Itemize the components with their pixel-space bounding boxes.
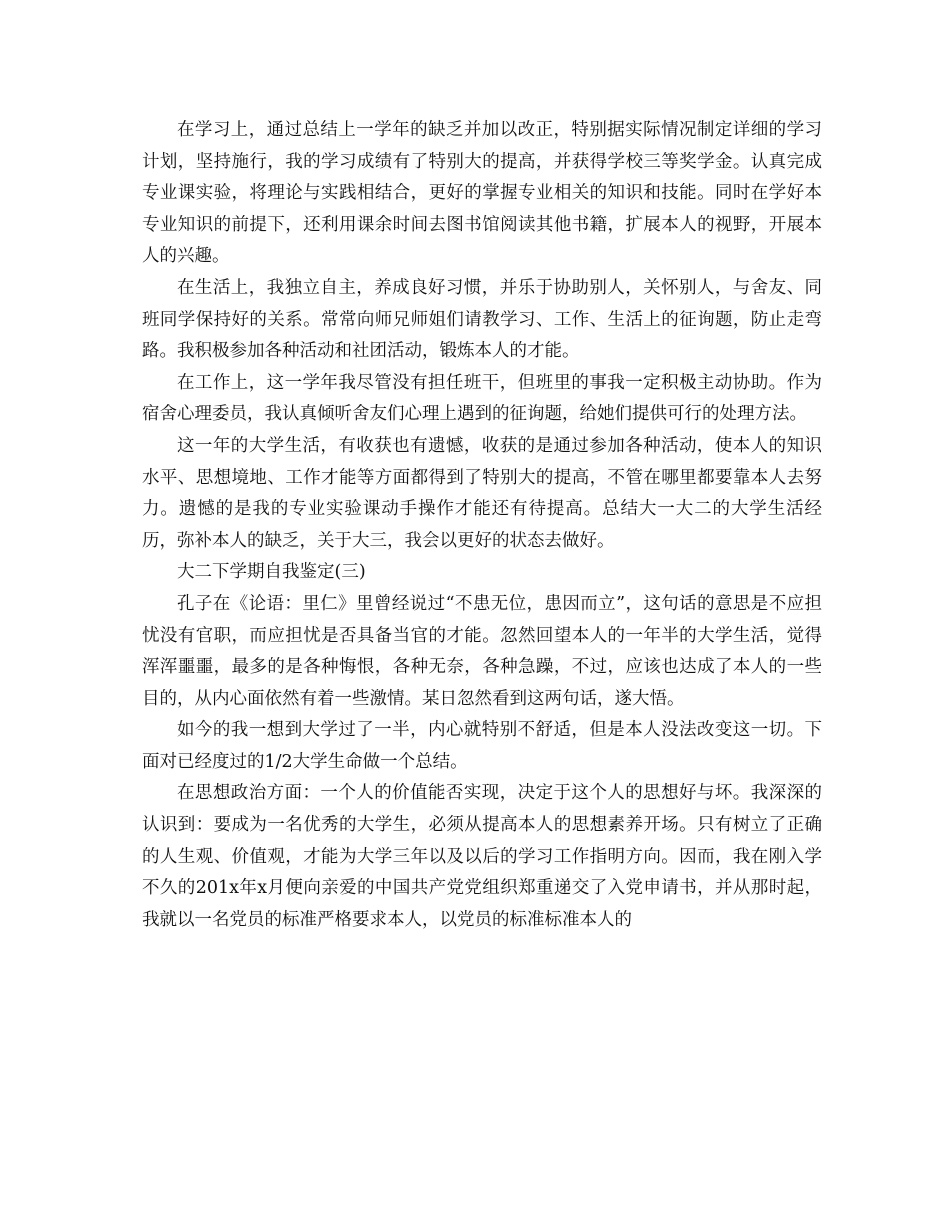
paragraph-work: 在工作上，这一学年我尽管没有担任班干，但班里的事我一定积极主动协助。作为宿舍心理委员，我认真倾听舍友们心理上遇到的征询题，给她们提供可行的处理方法。 [142,372,822,425]
paragraph-summary: 这一年的大学生活，有收获也有遗憾，收获的是通过参加各种活动，使本人的知识水平、思想境地、工作才能等方面都得到了特别大的提高，不管在哪里都要靠本人去努力。遗憾的是我的专业实验课动手操作才能还有待提高。总结大一大二的大学生活经历，弥补本人的缺乏，关于大三，我会以更好的状态去做好。 [142,435,822,551]
paragraph-life: 在生活上，我独立自主，养成良好习惯，并乐于协助别人，关怀别人，与舍友、同班同学保持好的关系。常常向师兄师姐们请教学习、工作、生活上的征询题，防止走弯路。我积极参加各种活动和社团活动，锻炼本人的才能。 [142,277,822,362]
paragraph-confucius: 孔子在《论语：里仁》里曾经说过“不患无位，患因而立”，这句话的意思是不应担忧没有官职，而应担忧是否具备当官的才能。忽然回望本人的一年半的大学生活，觉得浑浑噩噩，最多的是各种悔恨，各种无奈，各种急躁，不过，应该也达成了本人的一些目的，从内心面依然有着一些激情。某日忽然看到这两句话，遂大悟。 [142,593,822,709]
paragraph-political: 在思想政治方面：一个人的价值能否实现，决定于这个人的思想好与坏。我深深的认识到：要成为一名优秀的大学生，必须从提高本人的思想素养开场。只有树立了正确的人生观、价值观，才能为大学三年以及以后的学习工作指明方向。因而，我在刚入学不久的201x年x月便向亲爱的中国共产党党组织郑重递交了入党申请书，并从那时起，我就以一名党员的标准严格要求本人，以党员的标准标准本人的 [142,783,822,930]
section-heading: 大二下学期自我鉴定(三) [177,562,366,583]
document-body [142,115,822,936]
paragraph-reflection: 如今的我一想到大学过了一半，内心就特别不舒适，但是本人没法改变这一切。下面对已经度过的1/2大学生命做一个总结。 [142,720,822,772]
paragraph-study: 在学习上，通过总结上一学年的缺乏并加以改正，特别据实际情况制定详细的学习计划，坚持施行，我的学习成绩有了特别大的提高，并获得学校三等奖学金。认真完成专业课实验，将理论与实践相结合，更好的掌握专业相关的知识和技能。同时在学好本专业知识的前提下，还利用课余时间去图书馆阅读其他书籍，扩展本人的视野，开展本人的兴趣。 [142,120,822,267]
